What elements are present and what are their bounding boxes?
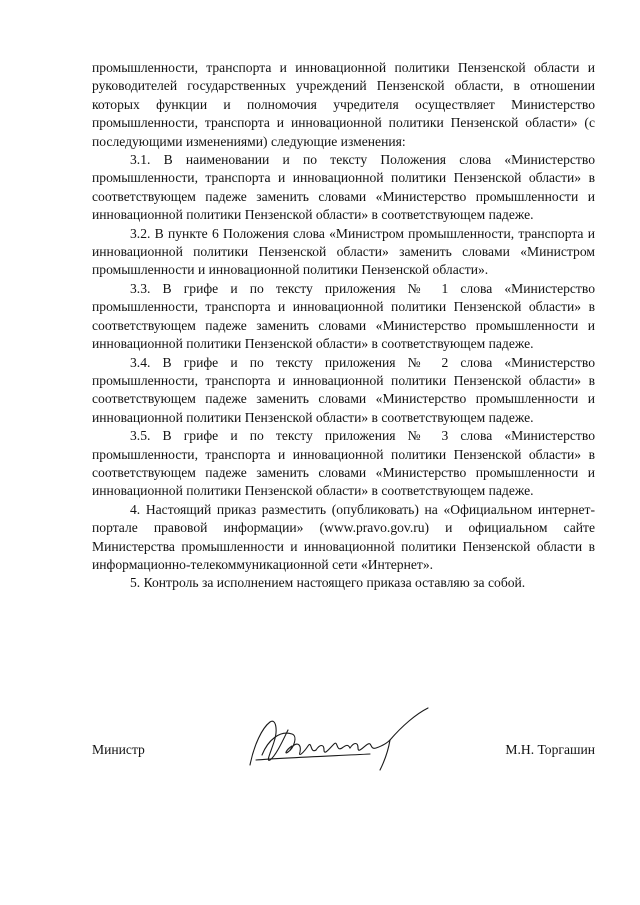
signatory-name: М.Н. Торгашин [505,742,595,757]
document-body [92,59,595,593]
signature-row [92,741,595,763]
paragraph-3-3: 3.3. В грифе и по тексту приложения № 1 слова «Министерство промышленности, транспорта и инновационной политики Пензенской области» в соответствующем падеже заменить словами «Министерство промышленности и инновационной политики Пензенской области» в соответствующем падеже. [92,280,595,352]
paragraph-3-4: 3.4. В грифе и по тексту приложения № 2 слова «Министерство промышленности, транспорта и инновационной политики Пензенской области» в соответствующем падеже заменить словами «Министерство промышленности и инновационной политики Пензенской области» в соответствующем падеже. [92,354,595,425]
paragraph-5: 5. Контроль за исполнением настоящего приказа оставляю за собой. [130,575,526,591]
paragraph-3-5: 3.5. В грифе и по тексту приложения № 3 слова «Министерство промышленности, транспорта и инновационной политики Пензенской области» в соответствующем падеже заменить словами «Министерство промышленности и инновационной политики Пензенской области» в соответствующем падеже. [92,428,595,499]
signatory-position: Министр [92,742,145,757]
paragraph-3-2: 3.2. В пункте 6 Положения слова «Министром промышленности, транспорта и инновационной политики Пензенской области» заменить словами «Министром промышленности и инновационной политики Пензенской области». [92,225,595,278]
paragraph-intro: промышленности, транспорта и инновационной политики Пензенской области и руководителей государственных учреждений Пензенской области, в отношении которых функции и полномочия учредителя осуществляет Министерство промышленности, транспорта и инновационной политики Пензенской области» (с последующими изменениями) следующие изменения: [92,60,595,149]
paragraph-3-1: 3.1. В наименовании и по тексту Положения слова «Министерство промышленности, транспорта и инновационной политики Пензенской области» в соответствующем падеже заменить словами «Министерство промышленности и инновационной политики Пензенской области» в соответствующем падеже. [92,152,595,223]
paragraph-4: 4. Настоящий приказ разместить (опубликовать) на «Официальном интернет-портале правовой информации» (www.pravo.gov.ru) и официальном сайте Министерства промышленности и инновационной политики Пензенской области в информационно-телекоммуникационной сети «Интернет». [92,501,595,572]
handwritten-signature [240,700,440,780]
